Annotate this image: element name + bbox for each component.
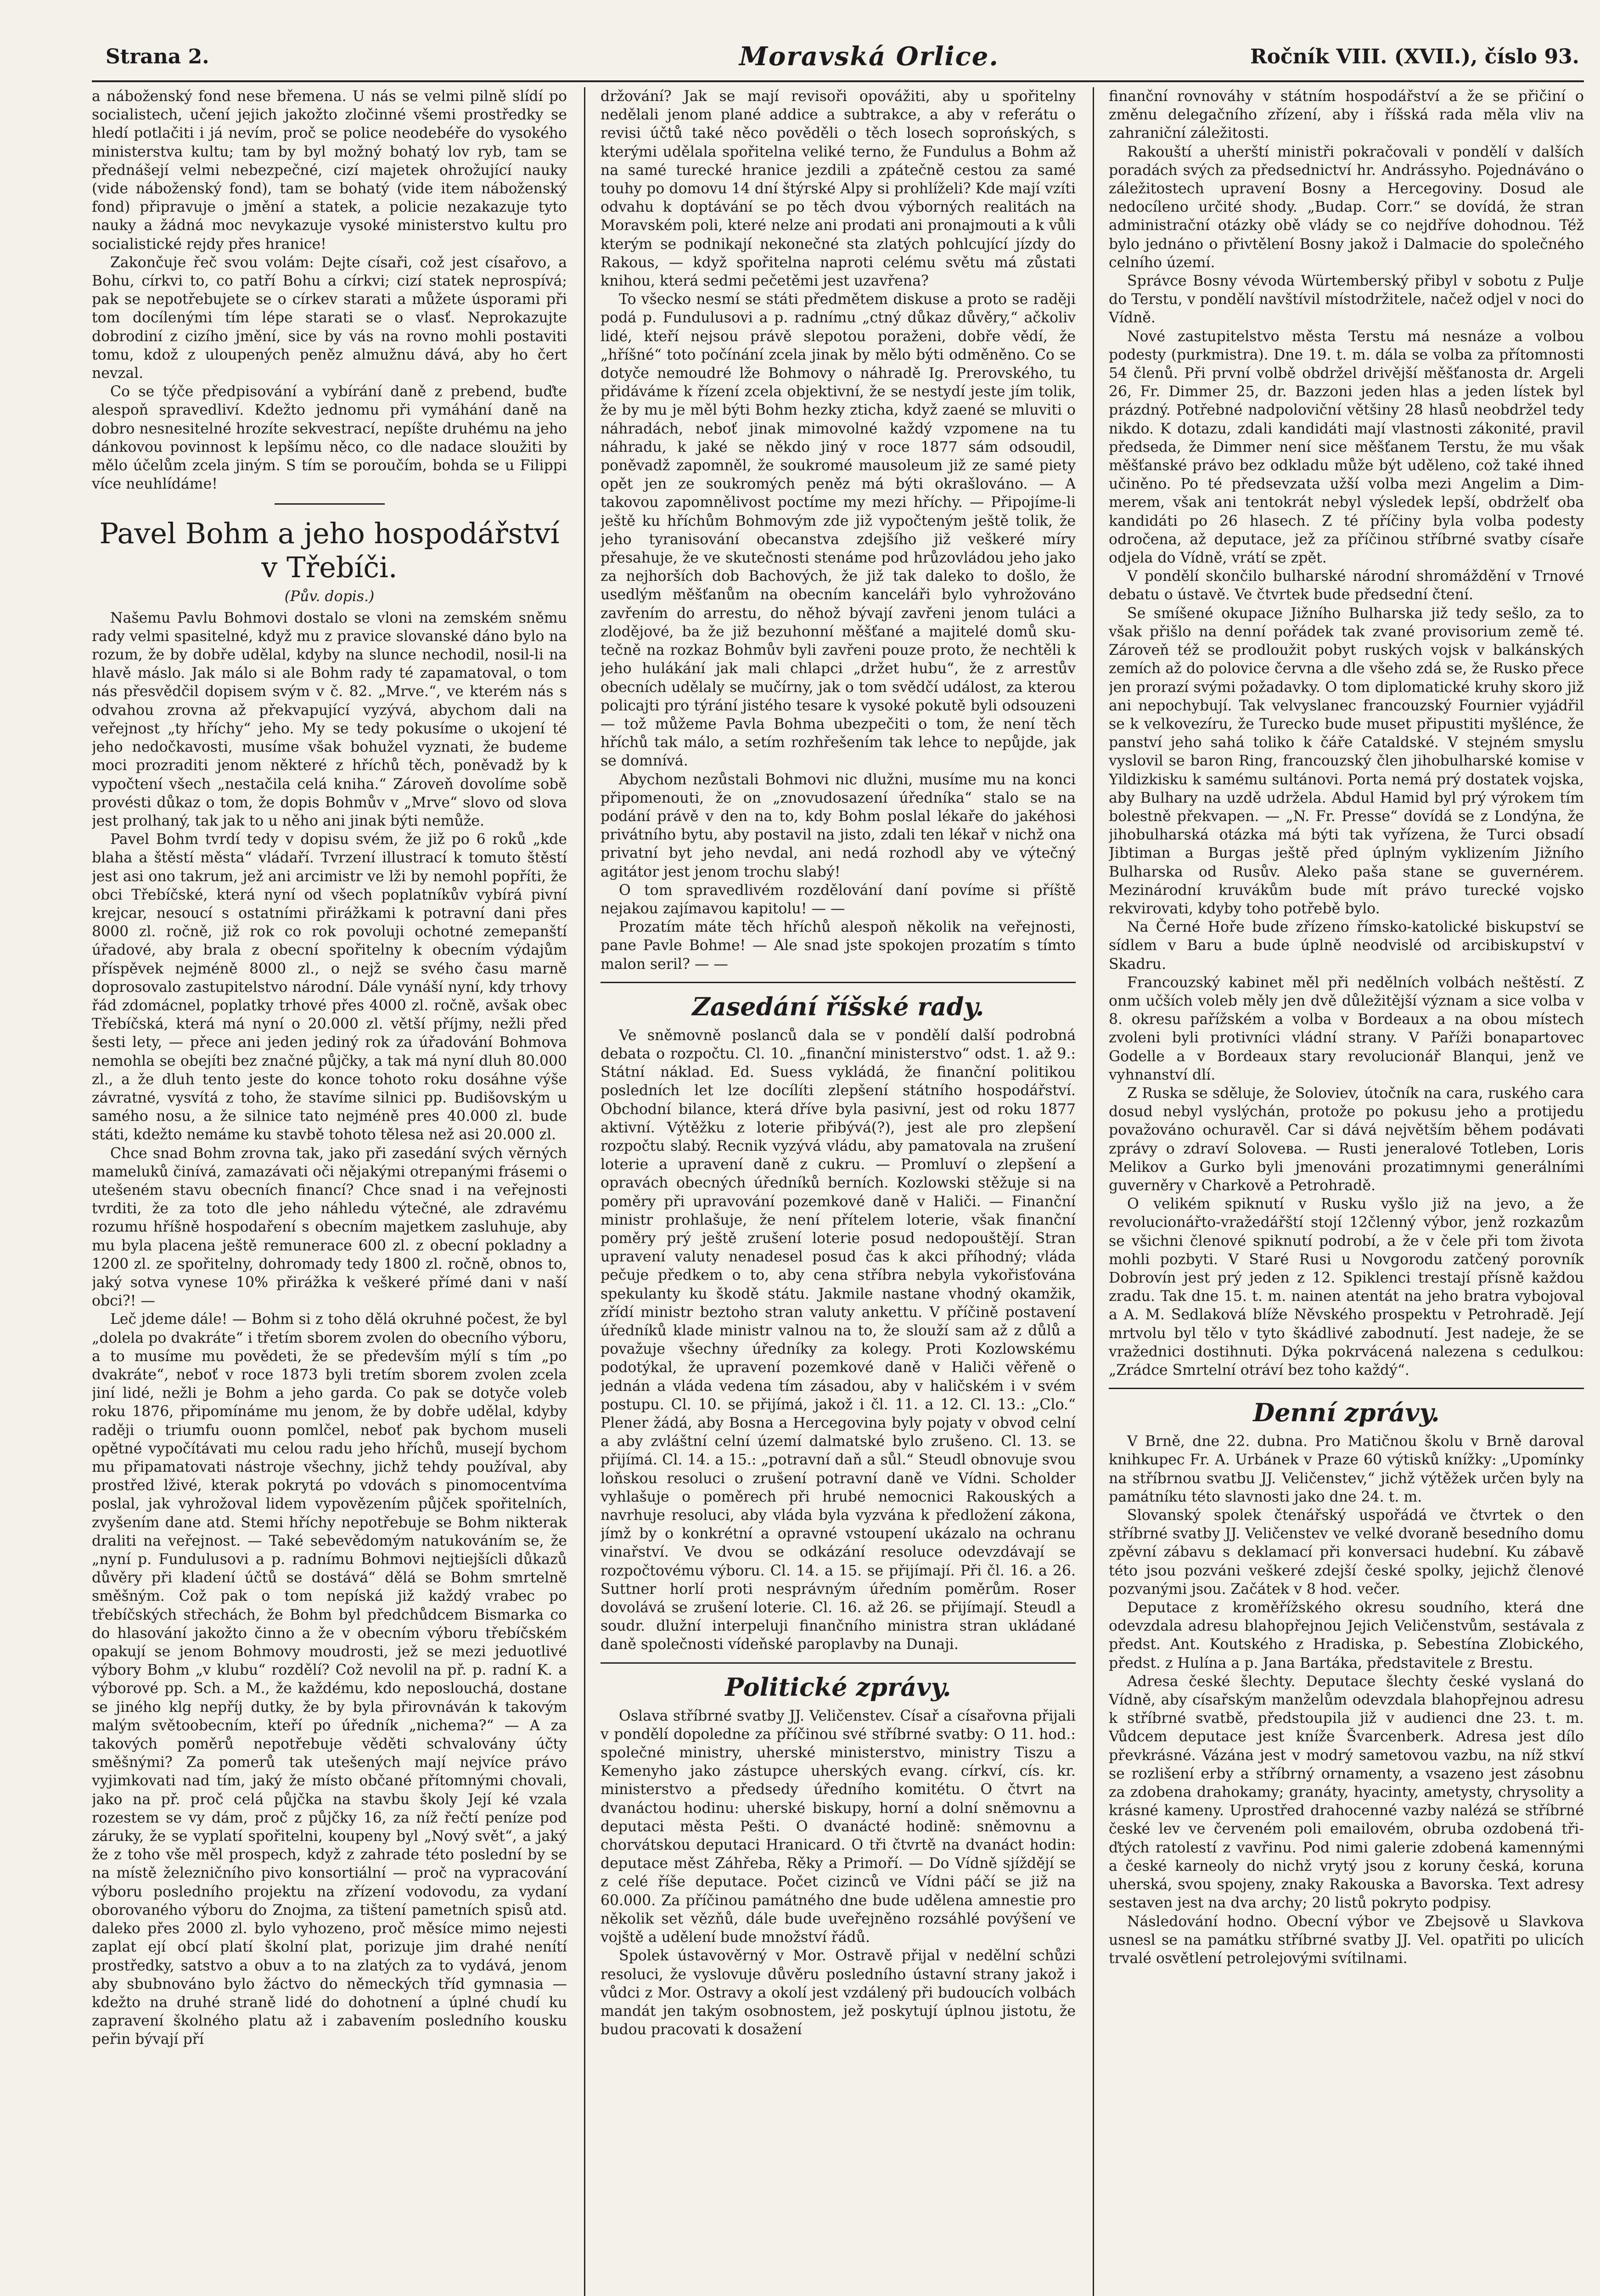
section-title: Denní zprávy. xyxy=(1253,1398,1440,1428)
paragraph: Chce snad Bohm zrovna tak, jako při zasedání svých věrných mameluků činívá, zamazávati oči nějakými otrepanými frásemi o utešeném stavu obecních financí? Chce snad i na veřejnosti tvrditi, že za toto dle jeho náhledu výtečné, ale zdravému rozumu hříšně hospodaření s obecním majetkem zasluhuje, aby mu byla placena ještě remunerace 600 zl. z obecní pokladny a 1200 zl. ze spořitelny, dohromady tedy 1800 zl. ročně, obnos to, jaký sotva vynese 10% přirážka k veškeré přímé dani v naší obci?! — xyxy=(92,1145,567,1310)
paragraph: Zakončuje řeč svou volám: Dejte císaři, což jest císařovo, a Bohu, církvi to, co patří Bohu a církvi; cizí statek neprospívá; pak se nepotřebujete se o církev starati a můžete úsporami při tom docílenými tím lépe starati se o vlasť. Neprokazujte dobrodiní z cizího jmění, sice by vás na rovno mohli postaviti tomu, kdož z uloupených peněz almužnu dává, aby ho čert nevzal. xyxy=(92,254,567,382)
section-rule xyxy=(601,1662,1076,1664)
paragraph: Na Černé Hoře bude zřízeno římsko-katolické biskupství se sídlem v Baru a bude úplně neodvislé od arcibiskupství v Skadru. xyxy=(1109,919,1584,973)
paragraph: V Brně, dne 22. dubna. Pro Matičnou školu v Brně daroval knihkupec Fr. A. Urbánek v Praze 60 výtisků knížky: „Upomínky na stříbrnou svatbu JJ. Veličenstev,“ jichž výtěžek určen byly na památníku této slavnosti jako dne 24. t. m. xyxy=(1109,1433,1584,1505)
paragraph: držování? Jak se mají revisoři opovážiti, aby u spořitelny nedělali jenom plané addice a subtrakce, a aby v referátu o revisi účtů také něco pověděli o těch losech soprońských, s kterými udělala spořitelna veliké terno, že Fundulus a Bohm až na samé turecké hranice jezdili a zpátečně cestou za samé touhy po domovu 14 dní štýrské Alpy si prohlíželi? Kde mají vzíti odvahu k doptávání se po těch dvou výborných realitách na Moravském poli, které nelze ani prodati ani pronajmouti a k vůli kterým se podnikají nekonečné sta zlatých pohlcující jízdy do Rakous, — když spořitelna naproti celému světu má zůstati knihou, která sedmi pečetěmi jest uzavřena? xyxy=(601,88,1076,290)
paragraph: Leč jdeme dále! — Bohm si z toho dělá okruhné počest, že byl „dolela po dvakráte“ i třetím sborem zvolen do obecního výboru, a to musíme mu povědeti, že se především mýlí s tím „po dvakráte“, neboť v roce 1873 byli tretím sborem zvolen zcela jiní lidé, nežli je Bohm a jeho garda. Co pak se dotyče voleb roku 1876, připomínáme mu jenom, že by dobře udělal, kdyby raději o triumfu ouonn pomlčel, neboť pak bychom museli opětné vypočítávati mu celou radu jeho hříchů, musejí bychom mu připamatovati nástroje všechny, jichž tehdy používal, aby prostřed lživé, kterak pokrytá po vdovách s pinomocentvíma poslal, jak vyhrožoval lidem vypovězením půjček spořitelních, zvyšením dane atd. Stemi hříchy nepotřebuje se Bohm nikterak draliti na veřejnost. — Také sebevědomým natukováním se, že „nyní p. Fundulusovi a p. radnímu Bohmovi nejtiejšícli důkazů důvěry při kladení účtů se dostává“ dělá se Bohm smrtelně směšným. Což pak o tom nepíská již každý vrabec po třebíčských střechách, že Bohm byl předchůdcem Bismarka co do hlasování jakožto činno a že v obecním výboru třebíčském opakují se jenom Bohmovy moudrosti, jež se mezi jeduotlivé výbory Bohm „v klubu“ rozdělí? Což nevolil na př. p. radní K. a výborové pp. Sch. a M., že každému, kdo neposlouchá, dostane se jiného klg nepříj dutky, že by byla přirovnáván k takovým malým světoobecním, kteří po úředník „nichema?“ — A za takových poměrů nepotřebuje věděti schvalovány účty směšnými? Za pomerů tak utešených mají nejvíce právo vyjimkovati nad tím, jaký že místo občané přítomnými chovali, jako na př. proč celá půjčka na stavbu školy Její ké vzala rozestem se vy dám, proč z půjčky 16, za níž řečtí peníze pod záruky, že se vyplatí spořitelni, koupeny byl „Nový svět“, a jaký že z toho vše měl prospech, když z zahrade této poslední by se na místě železničního pivo konsortiální — proč na vypracování výboru posledního projektu na zřízení vodovodu, za vydaní oborovaného výboru do Znojma, za tištení pametních spisů atd. daleko přes 2000 zl. bylo vyhozeno, proč měsíce mimo nejesti zaplat ejí obcí platí školní plat, porizuje jim drahé nenítí prostředky, satstvo a obuv a to na zlatých za to vydává, jenom aby sbubnováno bylo žáctvo do německých tříd gymnasia — kdežto na druhé straně lidé do dohotnení a úplné chudí ku zapravení školného platu až i zabavením posledního kousku peřin bývají pří xyxy=(92,1311,567,2048)
article-source: (Pův. dopis.) xyxy=(284,588,375,605)
page-header xyxy=(106,37,1579,78)
issue-info: Ročník VIII. (XVII.), číslo 93. xyxy=(1250,45,1579,68)
column-3 xyxy=(1109,87,1584,2296)
paragraph: Prozatím máte těch hříchů alespoň několik na veřejnosti, pane Pavle Bohme! — Ale snad jste spokojen prozatím s tímto malon seril? — — xyxy=(601,919,1076,973)
page-number: Strana 2. xyxy=(106,45,209,68)
paragraph: O tom spravedlivém rozdělování daní povíme si příště nejakou zajímavou kapitolu! — — xyxy=(601,882,1076,917)
paragraph: Ve sněmovně poslanců dala se v pondělí další podrobná debata o rozpočtu. Cl. 10. „finanční ministerstvo“ odst. 1. až 9.: Státní náklad. Ed. Suess vykládá, že finanční politikou posledních let lze docílíti zlepšení státního hospodářství. Obchodní bilance, která dříve byla pasivní, jest od roku 1877 aktivní. Výtěžku z loterie přibývá(?), jest ale pro zlepšení rozpočtu slabý. Recnik vyzývá vládu, aby pamatovala na zrušení loterie a upravení daně z cukru. — Promluví o zlepšení a opravách obecných úředníků berních. Kozlowski stěžuje si na poměry při upravování pozemkové daně v Haliči. — Finanční ministr prohlašuje, že není přítelem loterie, však finanční poměry prý ještě zrušení loterie posud nedopouštějí. Stran upravení valuty nenadesel posud čas k akci příhodný; vláda pečuje předkem o to, aby cena stříbra nebyla vykořisťována spekulanty ku škodě státu. Jakmile nastane vhodný okamžik, zřídí ministr beztoho stran valuty ankettu. V příčině postavení úředníků klade ministr valnou na to, že slouží sam až z důlů a považuje všechny úředníky za kolegy. Proti Kozlowskému podotýkal, že upravení pozemkové daně v Haliči věřeně o jednán a vláda vedena tím zásadou, aby v haličském i v svém postupu. Cl. 10. se přijímá, jakož i čl. 11. a 12. Cl. 13.: „Clo.“ Plener žádá, aby Bosna a Hercegovina byly pojaty v obvod celní a aby zvláštní celní území dalmatské bylo zrušeno. Cl. 13. se přijímá. Cl. 14. a 15.: „potravní daň a sůl.“ Steudl obnovuje svou loňskou resoluci o zrušení potravní daně ve Vídni. Scholder vyhlašuje o poměrech při hrubé nemocnici Rakouských a navrhuje resoluci, aby vláda byla vyzvána k předložení zákona, jímž by o konkrétní a opravné vstoupení ukázalo na ochranu vinařství. Ve dvou se odkázání resoluce odevzdávají se rozpočtovému výboru. Cl. 14. a 15. se přijímají. Při čl. 16. a 26. Suttner horlí proti nesprávným úředním poměrům. Roser dovolává se zrušení loterie. Cl. 16. až 26. se přijímají. Steudl a soudr. dlužní interpeluji finančního ministra stran ukládané daně společnosti vídeňské paroplavby na Dunaji. xyxy=(601,1027,1076,1653)
paragraph: Správce Bosny vévoda Würtemberský přibyl v sobotu z Pulje do Terstu, v pondělí navštívil místodržitele, načež odjel v noci do Vídně. xyxy=(1109,273,1584,326)
paragraph: Francouzský kabinet měl při nedělních volbách neštěstí. Z onm učších voleb měly jen dvě důležitější význam a sice volba v 8. okresu pařížském a volba v Bordeaux a na obou místech zvoleni byli protivníci vládní strany. V Paříži bonapartovec Godelle a v Bordeaux stary revolucionář Blanqui, jenž ve vyhnanství dlí. xyxy=(1109,974,1584,1083)
paragraph: Co se týče předpisování a vybírání daně z prebend, buďte alespoň spravedliví. Kdežto jednomu při vymáhání daně na dobro nesnesitelné hrozíte sekvestrací, nepíšte druhému na jeho dánkovou povinnost k lepšímu něco, co dle nadace sloužiti by mělo účelům zcela jiným. S tím se poroučím, bohda se u Filippi více neuhlídáme! xyxy=(92,383,567,493)
paragraph: Následování hodno. Obecní výbor ve Zbejsově u Slavkova usnesl se na památku stříbrné svatby JJ. Vel. opatřiti po ulicích trvalé osvětlení petrolejovými svítilnami. xyxy=(1109,1913,1584,1967)
section-divider xyxy=(275,503,385,505)
section-title: Politické zprávy. xyxy=(725,1672,951,1702)
paragraph: Deputace z kroměřížského okresu soudního, která dne odevzdala adresu blahopřejnou Jejich Veličenstvům, sestávala z předst. Ant. Koutského z Hradiska, p. Sebestína Zlobického, předst. z Hulína a p. Jana Bartáka, představitele z Brestu. xyxy=(1109,1599,1584,1671)
paragraph: finanční rovnováhy v státním hospodářství a že se přičiní o změnu delegačního zřízení, aby i říšská rada měla vliv na zahraniční záležitosti. xyxy=(1109,88,1584,142)
section-rule xyxy=(601,982,1076,983)
paragraph: Nové zastupitelstvo města Terstu má nesnáze a volbou podesty (purkmistra). Dne 19. t. m. dála se volba za přítomnosti 54 členů. Při první volbě obdržel drivější měšťanosta dr. Argeli 26, Fr. Dimmer 25, dr. Bazzoni jeden hlas a jeden lístek byl prázdný. Potřebné nadpoloviční většiny 28 hlasů neobdržel tedy nikdo. K dotazu, zdali kandidáti mají vlastnosti zákonité, pravil předseda, že Dimmer není sice měšťanem Terstu, že mu však měšťanské právo bez odkladu může být uděleno, což také ihned učiněno. Po té předsevzata užší volba mezi Angelim a Dimmerem, však ani tentokrát nebyl výsledek lepší, obdrželť oba kandidáti po 26 hlasech. Z té příčiny byla volba podesty odročena, až deputace, jež za příčinou stříbrné svatby císaře odjela do Vídně, vrátí se zpět. xyxy=(1109,328,1584,567)
article-title: Pavel Bohm a jeho hospodářství v Třebíči. xyxy=(99,517,560,585)
paragraph: To všecko nesmí se státi předmětem diskuse a proto se raději podá p. Fundulusovi a p. radnímu „ctný důkaz důvěry,“ ačkoliv lidé, kteří nejsou právě slepotou poraženi, dobře vědí, že „hříšné“ toto počínání zcela jinak by mělo býti odměněno. Co se dotyče nemoudré lže Bohmovy o náhradě Ig. Prerovského, tu přidáváme k řízení zcela objektivní, že se nestydí jeste jím tolik, že by mu je měl býti Bohm hezky zticha, když zaené se mluviti o náhradách, neboť jinak mimovolné každý vzpomene na tu náhradu, k jaké se někdo jiný v roce 1877 sám odsoudil, poněvadž zapomněl, že soukromé mausoleum již ze samé piety opět jen ze soukromých peněz má býti okrašlováno. — A takovou zapomnělivost poctíme my mezi hříchy. — Připojíme-li ještě ku hříchům Bohmovým zde již vypočteným ještě tolik, že jeho tyranisování obecanstva zdejšího již veškeré míry přesahuje, že ve skutečnosti stenáme pod hrůzovládou jeho jako za nejhorších dob Bachových, že již tak daleko to došlo, že usedlým měšťanům na obecním kanceláři bylo vyhrožováno zavřením do arrestu, do něhož bývají zavřeni jenom tuláci a zlodějové, ba že již bezuhonní měšťané a majitelé domů skutečně na rozkaz Bohmův byli zavřeni pouze proto, že nechtěli k jeho hulákání jak mali chlapci „držet hubu“, že z arrestův obecních udělaly se mučírny, jak o tom svědčí událost, za kterou policajti pro týrání jistého tesare k vysoké pokutě byli odsouzeni — tož můžeme Pavla Bohma ubezpečiti o tom, že není těch hříchů tak málo, a setím rozhřešením tak lehce to nepůjde, jak se domnívá. xyxy=(601,291,1076,770)
paragraph: Rakouští a uherští ministři pokračovali v pondělí v dalších poradách svých za předsednictví hr. Andrássyho. Pojednáváno o záležitostech upravení Bosny a Hercegoviny. Dosud ale nedocíleno určité shody. „Budap. Corr.“ se dovídá, že stran administrační otázky obě vlády se co nejdříve dohodnou. Též bylo jednáno o přivtělení Bosny jakož i Dalmacie do společného celního území. xyxy=(1109,143,1584,271)
paragraph: Našemu Pavlu Bohmovi dostalo se vloni na zemském sněmu rady velmi spasitelné, když mu z pravice slovanské dáno bylo na rozum, že by dobře udělal, kdyby na slunce nechodil, nosil-li na hlavě máslo. Jak málo si ale Bohm rady té zapamatoval, o tom nás přesvědčil dopisem svým v č. 82. „Mrve.“, ve kterém nás s odvahou zrovna až překvapující vyzývá, abychom dali na veřejnost „ty hříchy“ jeho. My se tedy pokusíme o ukojení té jeho nedočkavosti, musíme však bohužel vyznati, že budeme moci prozraditi jenom některé z hříchů těch, poněvadž by k vypočtení všech „nestačila celá kniha.“ Zároveň dovolíme sobě provésti důkaz o tom, že dopis Bohmův v „Mrve“ slovo od slova jest prolhaný, tak jak to u něho ani jinak býti nemůže. xyxy=(92,609,567,829)
masthead: Moravská Orlice. xyxy=(739,41,999,72)
column-1 xyxy=(92,87,567,2296)
column-divider xyxy=(1093,87,1094,2296)
header-rule xyxy=(92,80,1584,82)
column-2 xyxy=(601,87,1076,2296)
paragraph: Pavel Bohm tvrdí tedy v dopisu svém, že již po 6 roků „kde blaha a štěstí města“ vládaří. Tvrzení illustrací k tomuto štěstí jest asi ono takrum, jež ani arcimistr ve lži by nemohl popříti, že obci Třebíčské, která nyní od všech poplatníkův vybírá pivní krejcar, nesoucí s ostatními přirážkami k potravní dani přes 8000 zl. ročně, již rok co rok povoluji ochotné zemepanští úřadové, aby brala z obecní spořitelny k obecním výdajům příspěvek nejméně 8000 zl., o nejž se svého času marně doprosovalo zastupitelstvo národní. Dále vynáší nyní, kdy trhovy řád zdomácnel, poplatky trhové přes 4000 zl. ročně, avšak obec Třebíčská, která má nyní o 20.000 zl. větší příjmy, nežli před šesti lety, — přece ani jeden jediný rok za úřadování Bohmova nemohla se obejíti bez značné půjčky, a tak má nyní dluh 80.000 zl., a že dluh tento jeste do konce tohoto roku dosáhne výše závratné, vysvítá z toho, že stavíme silnici pp. Budišovským u samého nosu, a že silnice tato nejméně pres 40.000 zl. bude státi, kdežto nemáme ku stavbě tohoto tělesa než asi 20.000 zl. xyxy=(92,831,567,1143)
paragraph: O velikém spiknutí v Rusku vyšlo již na jevo, a že revolucionářto-vražedářští stojí 12členný výbor, jenž rozkazům se všichni členové spiknutí podrobí, a že v čele při tom života mohli pozbyti. V Staré Rusi u Novgorodu zatčený porovník Dobrovín jest prý jeden z 12. Spiklenci trestají přísně každou zradu. Tak dne 15. t. m. nainen atentát na jeho bratra vybojoval a A. M. Sedlaková blíže Něvského prospektu v Petrohradě. Její mrtvolu byl tělo v tyto škádlivé zabodnutí. Jest nadeje, že se vražednici dostihnuti. Dýka pokrvácená nalezena s cedulkou: „Zrádce Smrtelní otráví bez toho každý“. xyxy=(1109,1196,1584,1379)
paragraph: Oslava stříbrné svatby JJ. Veličenstev. Císař a císařovna přijali v pondělí dopoledne za příčinou své stříbrné svatby: O 11. hod.: společné ministry, uherské ministerstvo, ministry Tiszu a Kemenyho jako zástupce uherských evang. církví, cís. kr. ministerstvo a předsedy úředního komitétu. O čtvrt na dvanáctou hodinu: uherské biskupy, horní a dolní sněmovnu a deputaci města Pešti. O dvanácté hodině: sněmovnu a chorvátskou deputaci Hranicard. O tři čtvrtě na dvanáct hodin: deputace měst Záhřeba, Rěky a Primoří. — Do Vídně sjíždějí se z celé říše deputace. Počet cizinců ve Vídni páčí se již na 60.000. Za příčinou památného dne bude udělena amnestie pro několik set vězňů, dále bude uveřejněno rozsáhlé povýšení ve vojště a udělení bude množství řádů. xyxy=(601,1707,1076,1946)
section-rule xyxy=(1109,1388,1584,1389)
paragraph: V pondělí skončilo bulharské národní shromáždění v Trnové debatu o ústavě. Ve čtvrtek bude předsední čtení. xyxy=(1109,568,1584,603)
paragraph: Slovanský spolek čtenářský uspořádá ve čtvrtek o den stříbrné svatby JJ. Veličenstev ve velké dvoraně besedního domu zpěvní zábavu s deklamací při konversaci hudební. Ku zábavě této jsou pozváni veškeré zdejší české spolky, jejichž členové pozvanými jsou. Začátek v 8 hod. večer. xyxy=(1109,1507,1584,1598)
paragraph: a náboženský fond nese břemena. U nás se velmi pilně slídí po socialistech, učení jejich jakožto zločinné všemi prostředky se hledí potlačiti i já nevím, proč se police neodebéře do vysokého ministerstva kultu; tam by byl možný bohatý lov ryb, tam se přednášejí velmi nebezpečné, cizí majetek ohrožující nauky (vide náboženský fond), tam se bohatý (vide item náboženský fond) připravuje o jmění a statek, a policie nezakazuje tyto nauky a žádná moc nevykazuje vysoké ministerstvo kultu pro socialistické rejdy přes hranice! xyxy=(92,88,567,253)
paragraph: Abychom nezůstali Bohmovi nic dlužni, musíme mu na konci připomenouti, že on „znovudosazení úředníka“ stalo se na podání právě v den na to, kdy Bohm poslal lékaře do jakéhosi privátního bytu, aby postavil na jisto, zdali ten lékař v nichž ona privatní byt jeho nevdal, ani nedá rozhodl aby ve výtečný agitátor jest jenom trochu slabý! xyxy=(601,771,1076,880)
paragraph: Z Ruska se sděluje, že Soloviev, útočník na cara, ruského cara dosud nebyl vyslýchán, protože po pokusu jeho a protijedu považováno ochuravěl. Car si dává největším během podávati zprávy o zdraví Solovева. — Rusti jeneralové Totleben, Loris Melikov a Gurko byli jmenováni prozatimnymi generálními guverněry v Charkově a Petrohradě. xyxy=(1109,1085,1584,1194)
paragraph: Adresa české šlechty. Deputace šlechty české vyslaná do Vídně, aby císařským manželům odevzdala blahopřejnou adresu k stříbrné svatbě, předstoupila již v audienci dne 23. t. m. Vůdcem deputace jest kníže Švarcenberk. Adresa jest dílo převkrásné. Vázána jest v modrý sametovou vazbu, na níž stkví se rozlišení erby a stříbrný ornamenty, a vsazeno jest zásobnu za zdobena drahokamy; granáty, hyacinty, ametysty, chrysolity a krásné kameny. Uprostřed drahocenné vazby nalézá se stříbrné české lev ve červeném poli emailovém, obruba ozdobená třiďtých ratolestí z vavřinu. Pod nimi galerie zdobená kamennými a české karneoly do nichž vrytý jsou z koruny česká, koruna uherská, svou spojeny, znaky Rakouska a Bavorska. Text adresy sestaven jest na dva archy; 20 listů pokryto podpisy. xyxy=(1109,1673,1584,1912)
paragraph: Spolek ústavověrný v Mor. Ostravě přijal v nedělní schůzi resoluci, že vyslovuje důvěru posledního ústavní strany jakož i vůdci z Mor. Ostravy a okolí jest vzdálený při budoucích volbách mandát jen takým osobnostem, jež poskytují úplnou jistotu, že budou pracovati k dosažení xyxy=(601,1947,1076,2038)
column-divider xyxy=(584,87,585,2296)
paragraph: Se smíšené okupace Jižního Bulharska již tedy sešlo, za to však přišlo na denní pořádek tak zvané provisorium země té. Zároveň též se prodloužit pobyt ruských vojsk v balkánských zemích až do polovice června a dle všeho zdá se, že Rusko přece jen prorazí svými požadavky. O tom diplomatické kruhy skoro již ani nepochybují. Tak velvyslanec francouzský Fournier vyjádřil se k velkovezíru, že Turecko bude muset připustiti myšlénce, že panství jeho sahá toliko k čáře Cataldské. V stejném smyslu vyslovil se baron Ring, francouzský člen jihobulharské komise v Yildizkisku k samému sultánovi. Porta nemá prý dostatek vojska, aby Bulhary na uzdě udržela. Abdul Hamid byl prý výrokem tím bolestně překvapen. — „N. Fr. Presse“ dovídá se z Londýna, že jihobulharská otázka má býti tak vyřízena, že Turci obsadí Jibtiman a Burgas ještě před úplným vyklizením Jižního Bulharska od Rusův. Aleko paša stane se guvernérem. Mezinárodní kruvákům bude mít právo turecké vojsko rekvirovati, kdyby toho potřebě bylo. xyxy=(1109,605,1584,917)
section-title: Zasedání říšské rady. xyxy=(692,991,984,1021)
